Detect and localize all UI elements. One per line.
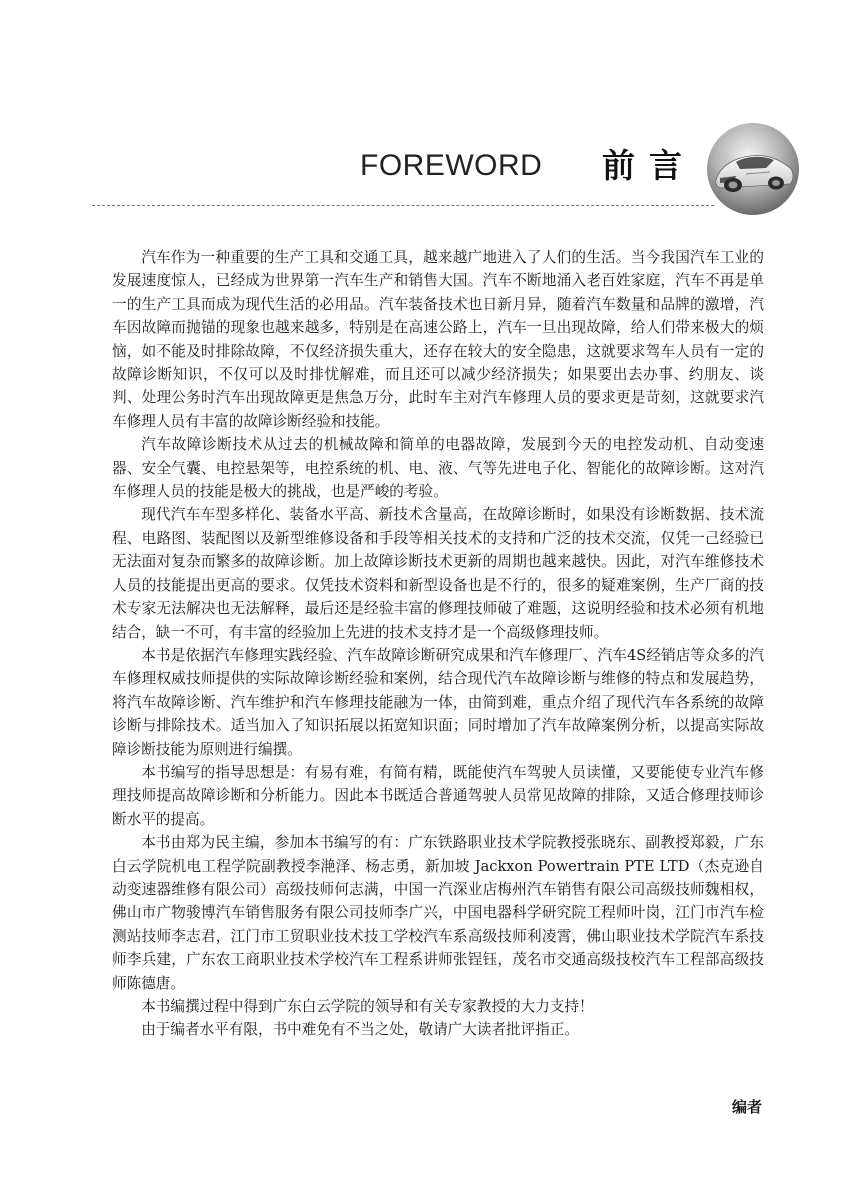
paragraph: 由于编者水平有限，书中难免有不当之处，敬请广大读者批评指正。 [141,1021,580,1039]
paragraph: 现代汽车车型多样化、装备水平高、新技术含量高，在故障诊断时，如果没有诊断数据、技术流程、电路图、装配图以及新型维修设备和手段等相关技术的支持和广泛的技术交流，仅凭一己经验已无法面对复杂而繁多的故障诊断。加上故障诊断技术更新的周期也越来越快。因此，对汽车维修技术人员的技能提出更高的要求。仅凭技术资料和新型设备也是不行的，很多的疑难案例，生产厂商的技术专家无法解决也无法解释，最后还是经验丰富的修理技师破了难题，这说明经验和技术必须有机地结合，缺一不可，有丰富的经验加上先进的技术支持才是一个高级修理技师。 [112,506,764,641]
paragraph: 本书由郑为民主编，参加本书编写的有：广东铁路职业技术学院教授张晓东、副教授郑毅，广东白云学院机电工程学院副教授李滟泽、杨志勇，新加坡 Jackxon Powertrain PTE LTD（杰克逊自动变速器维修有限公司）高级技师何志满，中国一汽深业店梅州汽车销售有限公司高级技师魏相权，佛山市广物骏博汽车销售服务有限公司技师李广兴，中国电器科学研究院工程师叶岗，江门市汽车检测站技师李志君，江门市工贸职业技术技工学校汽车系高级技师利凌霄，佛山职业技术学院汽车系技师李兵建，广东农工商职业技术学校汽车工程系讲师张锃钰，茂名市交通高级技校汽车工程部高级技师陈德唐。 [112,834,764,992]
page-header [0,0,848,215]
car-icon [706,122,800,216]
title-english: FOREWORD [360,149,543,182]
paragraph: 本书编写的指导思想是：有易有难，有简有精，既能使汽车驾驶人员读懂，又要能使专业汽车修理技师提高故障诊断和分析能力。因此本书既适合普通驾驶人员常见故障的排除，又适合修理技师诊断水平的提高。 [112,763,764,828]
paragraph: 本书是依据汽车修理实践经验、汽车故障诊断研究成果和汽车修理厂、汽车4S经销店等众多的汽车修理权威技师提供的实际故障诊断经验和案例，结合现代汽车故障诊断与维修的特点和发展趋势，将汽车故障诊断、汽车维护和汽车修理技能融为一体，由简到难，重点介绍了现代汽车各系统的故障诊断与排除技术。适当加入了知识拓展以拓宽知识面；同时增加了汽车故障案例分析，以提高实际故障诊断技能为原则进行编撰。 [112,646,764,758]
paragraph: 汽车故障诊断技术从过去的机械故障和简单的电器故障，发展到今天的电控发动机、自动变速器、安全气囊、电控悬架等，电控系统的机、电、液、气等先进电子化、智能化的故障诊断。这对汽车修理人员的技能是极大的挑战，也是严峻的考验。 [112,436,764,501]
paragraph: 本书编撰过程中得到广东白云学院的领导和有关专家教授的大力支持！ [141,998,594,1015]
title-chinese: 前言 [602,146,696,185]
author-signature: 编者 [732,1098,763,1116]
header-divider [92,205,714,206]
paragraph: 汽车作为一种重要的生产工具和交通工具，越来越广地进入了人们的生活。当今我国汽车工业的发展速度惊人，已经成为世界第一汽车生产和销售大国。汽车不断地涌入老百姓家庭，汽车不再是单一的生产工具而成为现代生活的必用品。汽车装备技术也日新月异，随着汽车数量和品牌的激增，汽车因故障而抛锚的现象也越来越多，特别是在高速公路上，汽车一旦出现故障，给人们带来极大的烦恼，如不能及时排除故障，不仅经济损失重大，还存在较大的安全隐患，这就要求驾车人员有一定的故障诊断知识，不仅可以及时排忧解难，而且还可以减少经济损失；如果要出去办事、约朋友、谈判、处理公务时汽车出现故障更是焦急万分，此时车主对汽车修理人员的要求更是苛刻，这就要求汽车修理人员有丰富的故障诊断经验和技能。 [112,249,764,430]
foreword-body [112,246,764,1042]
